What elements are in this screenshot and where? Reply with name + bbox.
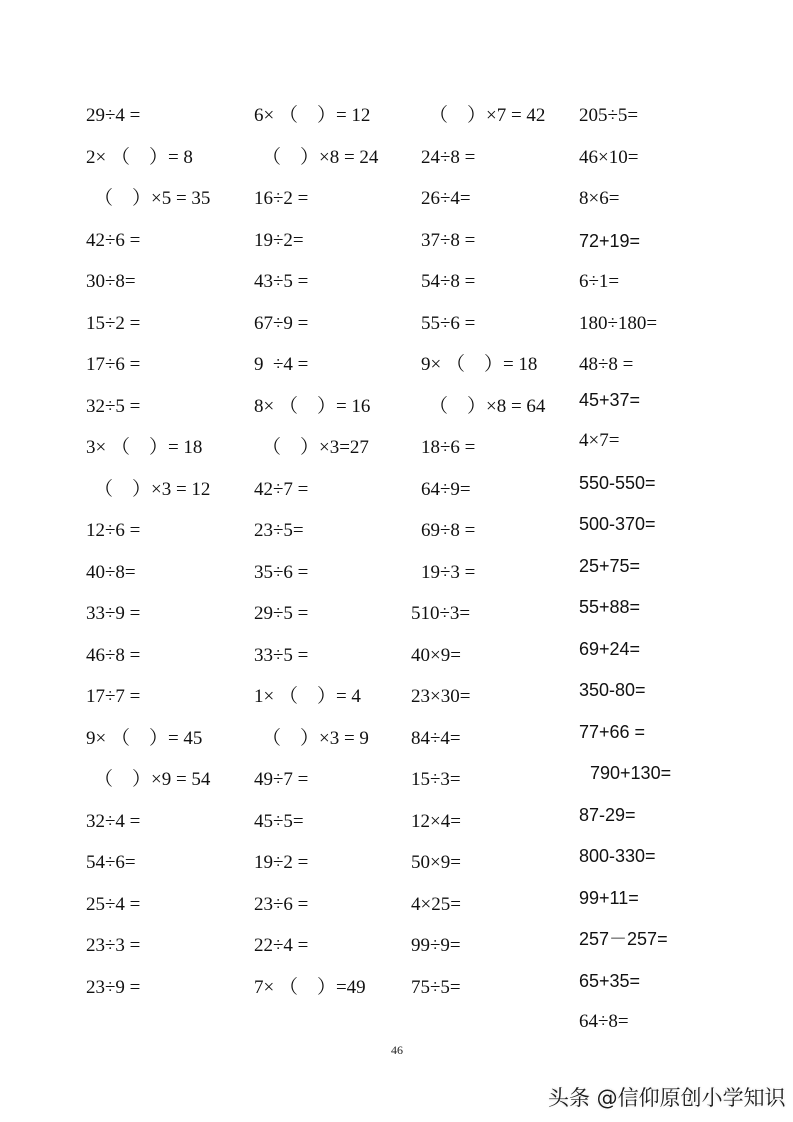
problem: 43÷5 = [254, 271, 309, 292]
problem: 54÷6= [86, 852, 136, 873]
problem: 12÷6 = [86, 520, 141, 541]
problem: 23÷3 = [86, 935, 141, 956]
problem: 350-80= [579, 680, 646, 700]
problem: 800-330= [579, 846, 656, 866]
problem: （ ）×9 = 54 [94, 769, 211, 790]
page-number: 46 [391, 1043, 403, 1057]
problem: 24÷8 = [421, 147, 476, 168]
problem: 55÷6 = [421, 313, 476, 334]
watermark: 头条 @信仰原创小学知识 [548, 1086, 786, 1110]
problem: 4×25= [411, 894, 461, 915]
problem: 75÷5= [411, 977, 461, 998]
problem: 22÷4 = [254, 935, 309, 956]
problem: 55+88= [579, 597, 641, 617]
problem: 17÷7 = [86, 686, 141, 707]
problem: 54÷8 = [421, 271, 476, 292]
problem: 205÷5= [579, 105, 639, 126]
problem: 45÷5= [254, 811, 304, 832]
problem: 33÷9 = [86, 603, 141, 624]
problem: 23÷6 = [254, 894, 309, 915]
problem: 25÷4 = [86, 894, 141, 915]
problem: 29÷5 = [254, 603, 309, 624]
problem: 50×9= [411, 852, 461, 873]
problem: 42÷6 = [86, 230, 141, 251]
problem: 40÷8= [86, 562, 136, 583]
problem: 17÷6 = [86, 354, 141, 375]
problem: 40×9= [411, 645, 461, 666]
problem: 64÷8= [579, 1011, 629, 1032]
problem: 15÷2 = [86, 313, 141, 334]
problem: 26÷4= [421, 188, 471, 209]
problem: 6× （ ）= 12 [254, 105, 371, 126]
problem: 69+24= [579, 639, 641, 659]
problem: 8×6= [579, 188, 620, 209]
problem: 87-29= [579, 805, 636, 825]
problem: 4×7= [579, 430, 620, 451]
problem: 29÷4 = [86, 105, 141, 126]
problem: 35÷6 = [254, 562, 309, 583]
problem: 1× （ ）= 4 [254, 686, 361, 707]
problem: 72+19= [579, 231, 641, 251]
problem: 45+37= [579, 390, 641, 410]
problem: 33÷5 = [254, 645, 309, 666]
problem: （ ）×5 = 35 [94, 188, 211, 209]
problem: 257－257= [579, 929, 668, 949]
problem: （ ）×7 = 42 [429, 105, 546, 126]
problem: 6÷1= [579, 271, 620, 292]
problem: 23×30= [411, 686, 471, 707]
problem: 9× （ ）= 18 [421, 354, 538, 375]
problem: 64÷9= [421, 479, 471, 500]
problem: 16÷2 = [254, 188, 309, 209]
problem: 18÷6 = [421, 437, 476, 458]
problem: 69÷8 = [421, 520, 476, 541]
problem: 49÷7 = [254, 769, 309, 790]
problem: 19÷3 = [421, 562, 476, 583]
problem: 8× （ ）= 16 [254, 396, 371, 417]
problem: 77+66 = [579, 722, 646, 742]
problem: 7× （ ）=49 [254, 977, 366, 998]
problem: 9 ÷4 = [254, 354, 309, 375]
problem: 48÷8 = [579, 354, 634, 375]
problem: 30÷8= [86, 271, 136, 292]
problem: 790+130= [590, 763, 672, 783]
problem: （ ）×3=27 [262, 437, 369, 458]
problem: 15÷3= [411, 769, 461, 790]
problem: 99÷9= [411, 935, 461, 956]
problem: （ ）×3 = 12 [94, 479, 211, 500]
problem: 65+35= [579, 971, 641, 991]
problem: 510÷3= [411, 603, 471, 624]
problem: 2× （ ）= 8 [86, 147, 193, 168]
problem: （ ）×8 = 24 [262, 147, 379, 168]
problem: 32÷5 = [86, 396, 141, 417]
problem: 67÷9 = [254, 313, 309, 334]
problem: 3× （ ）= 18 [86, 437, 203, 458]
problem: 23÷9 = [86, 977, 141, 998]
problem: 84÷4= [411, 728, 461, 749]
problem: 42÷7 = [254, 479, 309, 500]
problem: 32÷4 = [86, 811, 141, 832]
problem: 9× （ ）= 45 [86, 728, 203, 749]
problem: （ ）×8 = 64 [429, 396, 546, 417]
problem: 180÷180= [579, 313, 658, 334]
problem: （ ）×3 = 9 [262, 728, 369, 749]
problem: 46÷8 = [86, 645, 141, 666]
problem: 19÷2 = [254, 852, 309, 873]
problem: 550-550= [579, 473, 656, 493]
problem: 12×4= [411, 811, 461, 832]
problem: 500-370= [579, 514, 656, 534]
problem: 25+75= [579, 556, 641, 576]
problem: 19÷2= [254, 230, 304, 251]
problem: 46×10= [579, 147, 639, 168]
problem: 37÷8 = [421, 230, 476, 251]
problem: 99+11= [579, 888, 639, 908]
problem: 23÷5= [254, 520, 304, 541]
